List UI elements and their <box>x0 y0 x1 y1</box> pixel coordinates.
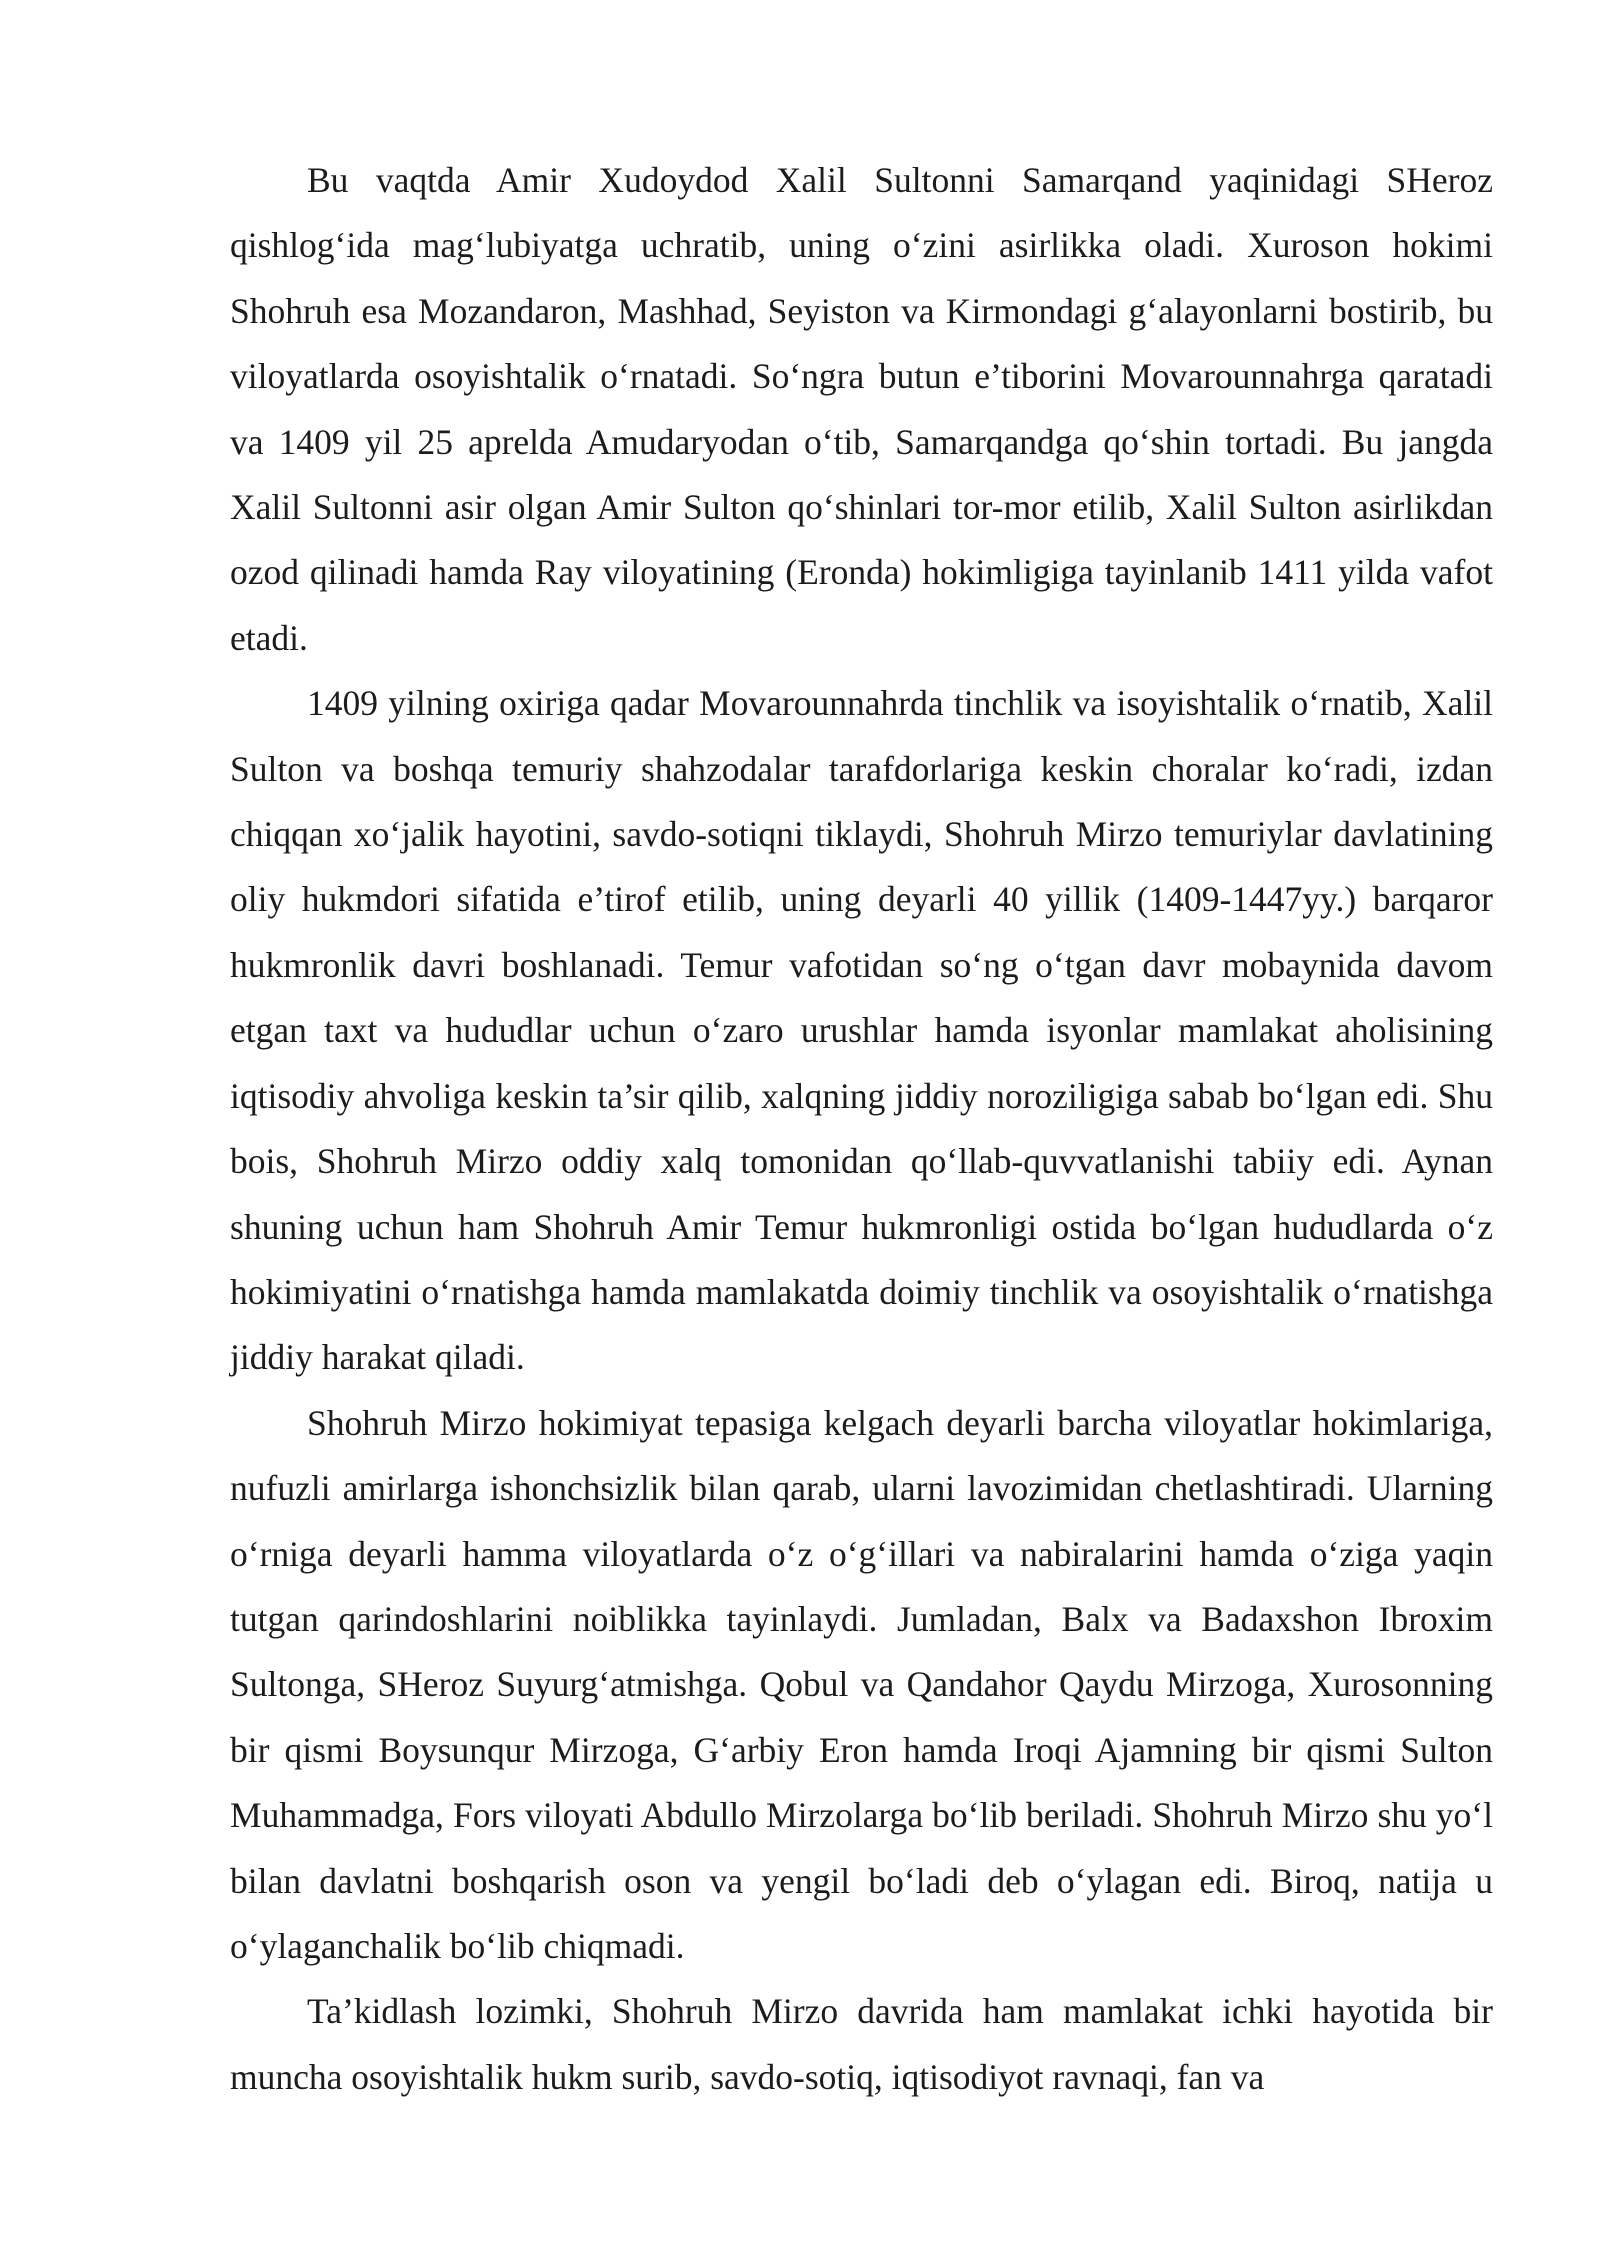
body-text <box>230 148 1493 2110</box>
paragraph-4: Ta’kidlash lozimki, Shohruh Mirzo davrida ham mamlakat ichki hayotida bir muncha osoyishtalik hukm surib, savdo-sotiq, iqtisodiyot ravnaqi, fan va <box>230 1991 1493 2097</box>
paragraph-2: 1409 yilning oxiriga qadar Movarounnahrda tinchlik va isoyishtalik o‘rnatib, Xalil Sulton va boshqa temuriy shahzodalar tarafdorlariga keskin choralar ko‘radi, izdan chiqqan xo‘jalik hayotini, savdo-sotiqni tiklaydi, Shohruh Mirzo temuriylar davlatining oliy hukmdori sifatida e’tirof etilib, uning deyarli 40 yillik (1409-1447yy.) barqaror hukmronlik davri boshlanadi. Temur vafotidan so‘ng o‘tgan davr mobaynida davom etgan taxt va hududlar uchun o‘zaro urushlar hamda isyonlar mamlakat aholisining iqtisodiy ahvoliga keskin ta’sir qilib, xalqning jiddiy noroziligiga sabab bo‘lgan edi. Shu bois, Shohruh Mirzo oddiy xalq tomonidan qo‘llab-quvvatlanishi tabiiy edi. Aynan shuning uchun ham Shohruh Amir Temur hukmronligi ostida bo‘lgan hududlarda o‘z hokimiyatini o‘rnatishga hamda mamlakatda doimiy tinchlik va osoyishtalik o‘rnatishga jiddiy harakat qiladi. <box>230 683 1493 1378</box>
paragraph-1: Bu vaqtda Amir Xudoydod Xalil Sultonni Samarqand yaqinidagi SHeroz qishlog‘ida mag‘lubiyatga uchratib, uning o‘zini asirlikka oladi. Xuroson hokimi Shohruh esa Mozandaron, Mashhad, Seyiston va Kirmondagi g‘alayonlarni bostirib, bu viloyatlarda osoyishtalik o‘rnatadi. So‘ngra butun e’tiborini Movarounnahrga qaratadi va 1409 yil 25 aprelda Amudaryodan o‘tib, Samarqandga qo‘shin tortadi. Bu jangda Xalil Sultonni asir olgan Amir Sulton qo‘shinlari tor-mor etilib, Xalil Sulton asirlikdan ozod qilinadi hamda Ray viloyatining (Eronda) hokimligiga tayinlanib 1411 yilda vafot etadi. <box>230 160 1493 658</box>
paragraph-3: Shohruh Mirzo hokimiyat tepasiga kelgach deyarli barcha viloyatlar hokimlariga, nufuzli amirlarga ishonchsizlik bilan qarab, ularni lavozimidan chetlashtiradi. Ularning o‘rniga deyarli hamma viloyatlarda o‘z o‘g‘illari va nabiralarini hamda o‘ziga yaqin tutgan qarindoshlarini noiblikka tayinlaydi. Jumladan, Balx va Badaxshon Ibroxim Sultonga, SHeroz Suyurg‘atmishga. Qobul va Qandahor Qaydu Mirzoga, Xurosonning bir qismi Boysunqur Mirzoga, G‘arbiy Eron hamda Iroqi Ajamning bir qismi Sulton Muhammadga, Fors viloyati Abdullo Mirzolarga bo‘lib beriladi. Shohruh Mirzo shu yo‘l bilan davlatni boshqarish oson va yengil bo‘ladi deb o‘ylagan edi. Biroq, natija u o‘ylaganchalik bo‘lib chiqmadi. <box>230 1402 1493 1966</box>
